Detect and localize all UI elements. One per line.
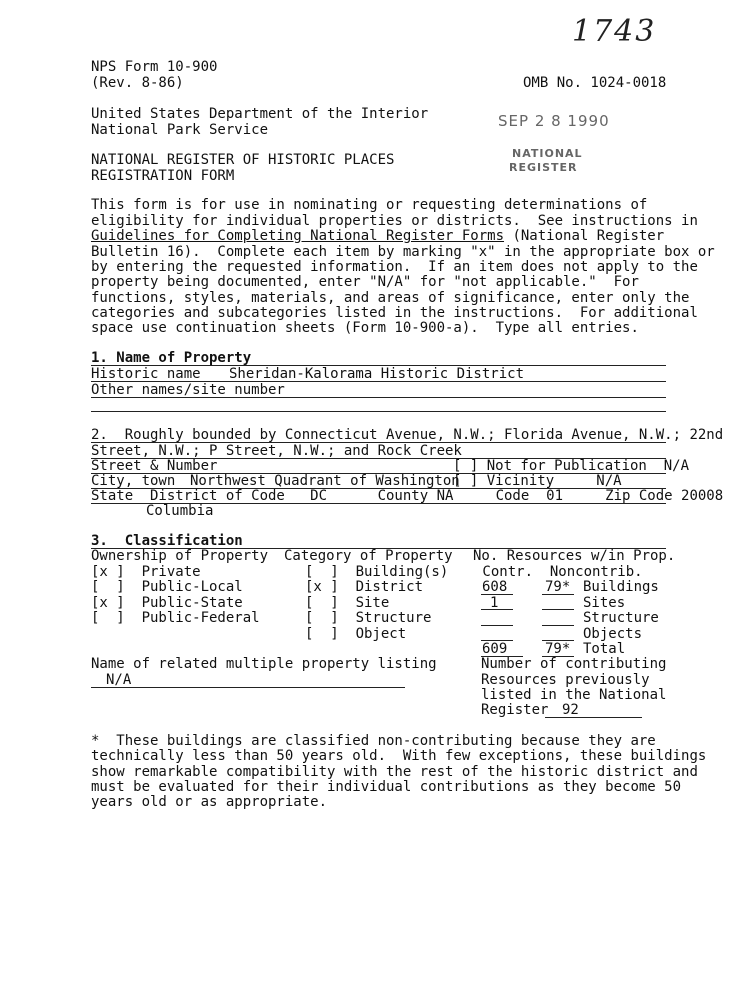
footnote-line: technically less than 50 years old. With few exceptions, these buildings: [91, 748, 707, 764]
category-title: Category of Property: [284, 548, 453, 564]
resource-label: Total: [583, 641, 626, 657]
category-option: [x ] District: [305, 579, 424, 595]
department: United States Department of the Interior: [91, 106, 429, 122]
resources-title: No. Resources w/in Prop.: [473, 548, 676, 564]
state-row: State District of Code DC County NA Code 01 Zip Code 20008: [91, 488, 724, 504]
divider: [91, 411, 666, 412]
footnote-line: * These buildings are classified non-contributing because they are: [91, 733, 656, 749]
multiple-listing-label: Name of related multiple property listing: [91, 656, 437, 672]
blank-line: [91, 687, 405, 688]
blank-line: [481, 609, 513, 610]
form-title-line1: NATIONAL REGISTER OF HISTORIC PLACES: [91, 152, 395, 168]
location-line2: Street, N.W.; P Street, N.W.; and Rock Creek: [91, 443, 462, 459]
intro-line: by entering the requested information. If an item does not apply to the: [91, 259, 698, 275]
section3-heading: 3. Classification: [91, 533, 243, 549]
resource-contr: 608: [482, 579, 508, 595]
category-option: [ ] Building(s): [305, 564, 449, 580]
ownership-option: [ ] Public-Local: [91, 579, 243, 595]
city-town-value: Northwest Quadrant of Washington: [190, 473, 460, 489]
blank-line: [545, 717, 642, 718]
register-label: Register: [481, 702, 549, 718]
location-line1: 2. Roughly bounded by Connecticut Avenue, N.W.; Florida Avenue, N.W.; 22nd: [91, 427, 724, 443]
footnote-line: years old or as appropriate.: [91, 794, 328, 810]
blank-line: [542, 609, 574, 610]
form-revision: (Rev. 8-86): [91, 75, 184, 91]
intro-line: categories and subcategories listed in the instructions. For additional: [91, 305, 698, 321]
ownership-option: [x ] Public-State: [91, 595, 243, 611]
street-number-label: Street & Number: [91, 458, 218, 474]
intro-line-rest: (National Register: [504, 228, 665, 244]
blank-line: [542, 594, 574, 595]
category-option: [ ] Structure: [305, 610, 432, 626]
previously-listed-label: listed in the National: [481, 687, 667, 703]
footnote-line: show remarkable compatibility with the rest of the historic district and: [91, 764, 698, 780]
vicinity: [ ] Vicinity N/A: [453, 473, 622, 489]
blank-line: [542, 625, 574, 626]
intro-line: [91, 228, 664, 244]
footnote-line: must be evaluated for their individual contributions as they become 50: [91, 779, 682, 795]
category-option: [ ] Site: [305, 595, 390, 611]
previously-listed-label: Number of contributing: [481, 656, 667, 672]
intro-line: functions, styles, materials, and areas of significance, enter only the: [91, 290, 690, 306]
omb-number: OMB No. 1024-0018: [523, 75, 667, 91]
received-stamp-line2: REGISTER: [509, 161, 578, 174]
blank-line: [481, 625, 513, 626]
previously-listed-label: Resources previously: [481, 672, 650, 688]
form-title-line2: REGISTRATION FORM: [91, 168, 235, 184]
resource-label: Buildings: [583, 579, 659, 595]
handwritten-number: 1743: [572, 14, 657, 49]
intro-line: eligibility for individual properties or districts. See instructions in: [91, 213, 698, 229]
historic-name-label: Historic name: [91, 366, 201, 382]
intro-line: This form is for use in nominating or requesting determinations of: [91, 197, 648, 213]
ownership-option: [x ] Private: [91, 564, 201, 580]
resources-col-header: Contr. Noncontrib.: [474, 564, 643, 580]
received-stamp-line1: NATIONAL: [512, 147, 583, 160]
resource-noncontrib: 79*: [545, 579, 571, 595]
state-continuation: Columbia: [146, 503, 214, 519]
resource-contr: 1: [490, 595, 499, 611]
resource-contr: 609: [482, 641, 508, 657]
resource-label: Sites: [583, 595, 626, 611]
ownership-option: [ ] Public-Federal: [91, 610, 260, 626]
category-option: [ ] Object: [305, 626, 407, 642]
intro-line: property being documented, enter "N/A" for "not applicable." For: [91, 274, 639, 290]
section1-heading: 1. Name of Property: [91, 350, 252, 366]
resource-label: Structure: [583, 610, 659, 626]
not-for-publication: [ ] Not for Publication N/A: [453, 458, 690, 474]
city-town-label: City, town: [91, 473, 176, 489]
guidelines-title: Guidelines for Completing National Register Forms: [91, 228, 505, 244]
ownership-title: Ownership of Property: [91, 548, 269, 564]
intro-line: space use continuation sheets (Form 10-900-a). Type all entries.: [91, 320, 639, 336]
other-names-label: Other names/site number: [91, 382, 285, 398]
divider: [91, 397, 666, 398]
register-value: 92: [562, 702, 579, 718]
agency: National Park Service: [91, 122, 269, 138]
resource-noncontrib: 79*: [545, 641, 571, 657]
historic-name-value: Sheridan-Kalorama Historic District: [229, 366, 525, 382]
intro-line: Bulletin 16). Complete each item by marking "x" in the appropriate box or: [91, 244, 715, 260]
multiple-listing-value: N/A: [106, 672, 132, 688]
received-stamp-date: SEP 2 8 1990: [498, 112, 610, 130]
form-number: NPS Form 10-900: [91, 59, 218, 75]
resource-label: Objects: [583, 626, 643, 642]
